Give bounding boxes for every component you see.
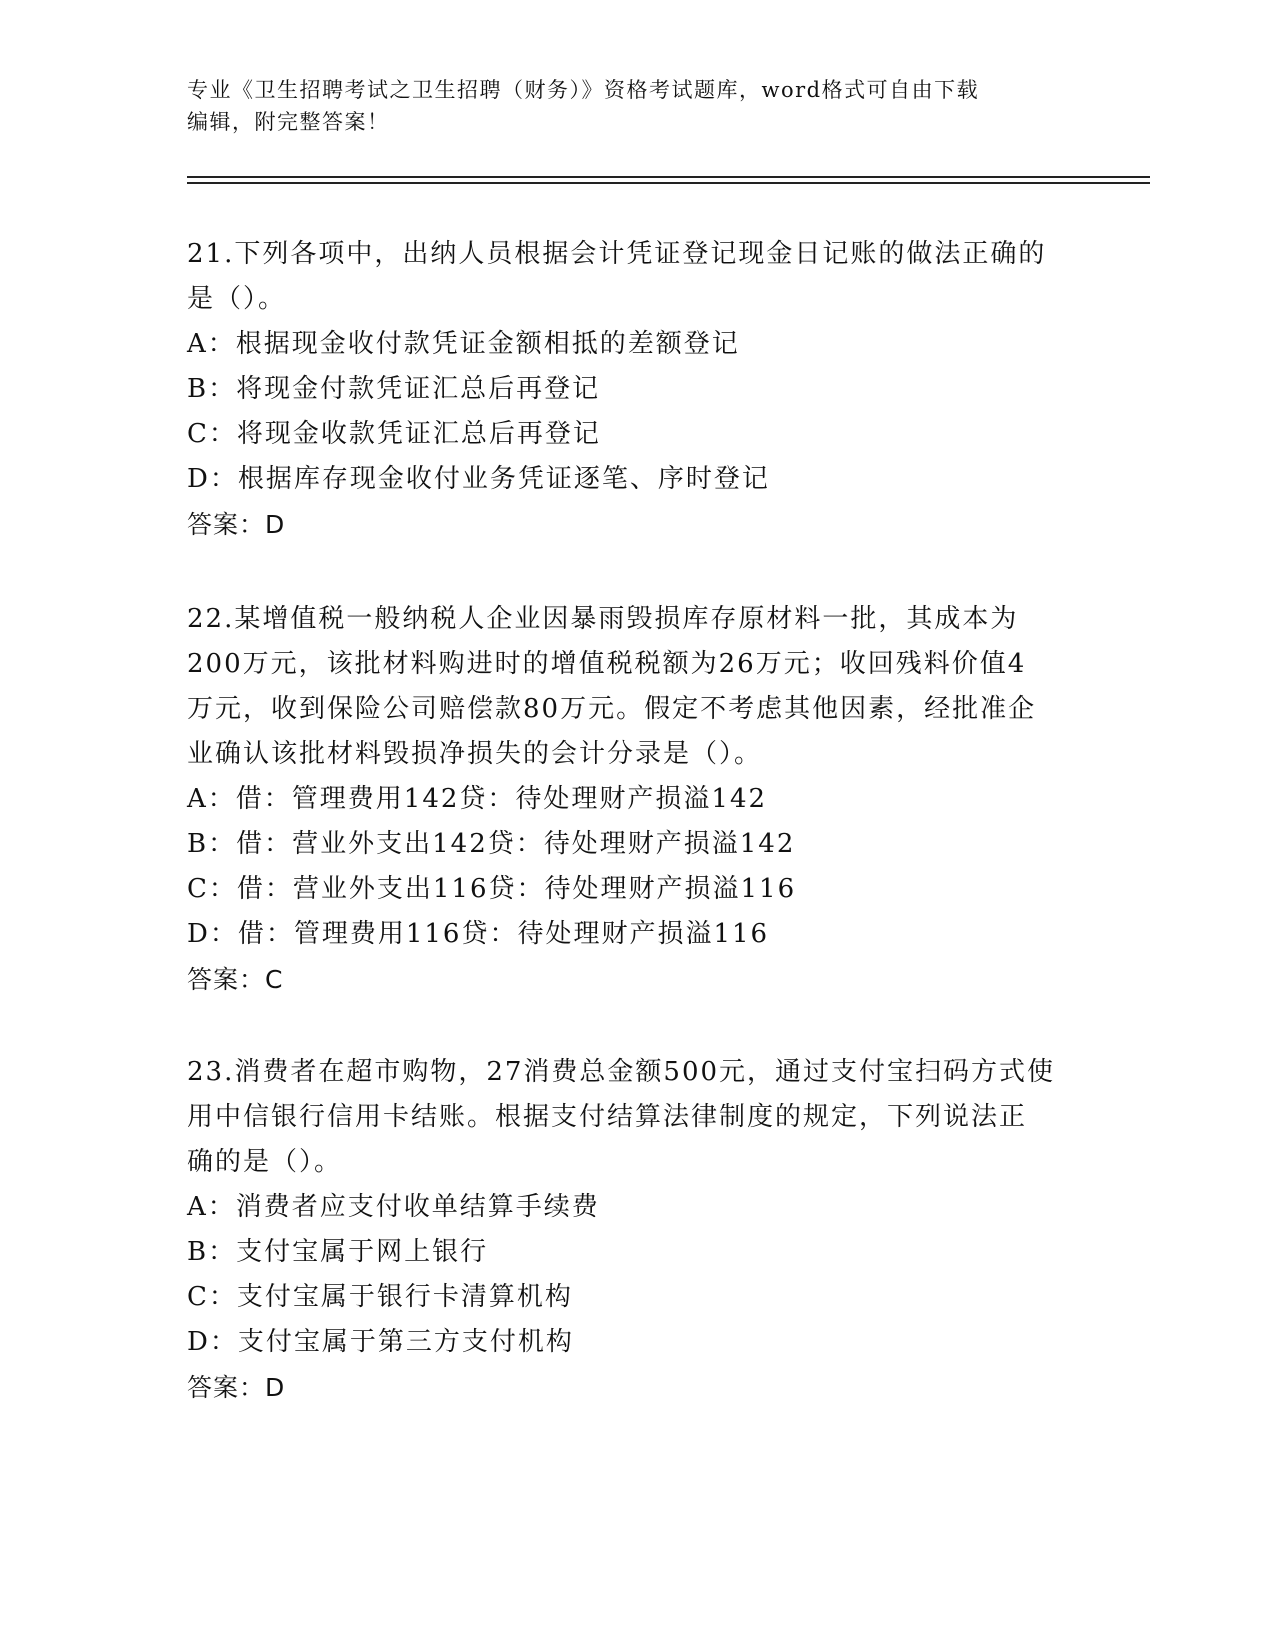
question-stem-line: 是（）。 (187, 284, 287, 314)
header-line-1: 专业《卫生招聘考试之卫生招聘（财务）》资格考试题库，word格式可自由下载 (187, 78, 980, 102)
header-divider-top (187, 176, 1150, 178)
document-header (187, 74, 1077, 138)
question-23 (187, 1050, 1087, 1410)
question-21 (187, 232, 1087, 547)
answer-line: 答案：D (187, 1373, 286, 1402)
option-b: B：支付宝属于网上银行 (187, 1237, 489, 1267)
question-22 (187, 597, 1087, 1002)
option-d: D：借：管理费用116贷：待处理财产损溢116 (187, 919, 770, 949)
option-c: C：借：营业外支出116贷：待处理财产损溢116 (187, 874, 797, 904)
question-stem-line: 万元，收到保险公司赔偿款80万元。假定不考虑其他因素，经批准企 (187, 694, 1037, 724)
option-a: A：消费者应支付收单结算手续费 (187, 1192, 600, 1222)
option-c: C：将现金收款凭证汇总后再登记 (187, 419, 601, 449)
question-stem-line: 23.消费者在超市购物，27消费总金额500元，通过支付宝扫码方式使 (187, 1057, 1056, 1087)
header-divider-bottom (187, 182, 1150, 184)
question-stem-line: 200万元，该批材料购进时的增值税税额为26万元；收回残料价值4 (187, 649, 1027, 679)
question-stem-line: 确的是（）。 (187, 1147, 343, 1177)
question-stem-line: 22.某增值税一般纳税人企业因暴雨毁损库存原材料一批，其成本为 (187, 604, 1019, 634)
option-a: A：根据现金收付款凭证金额相抵的差额登记 (187, 329, 740, 359)
answer-line: 答案：D (187, 510, 286, 539)
option-d: D：支付宝属于第三方支付机构 (187, 1327, 574, 1357)
answer-line: 答案：C (187, 965, 284, 994)
question-stem-line: 用中信银行信用卡结账。根据支付结算法律制度的规定，下列说法正 (187, 1102, 1028, 1132)
question-stem-line: 21.下列各项中，出纳人员根据会计凭证登记现金日记账的做法正确的 (187, 239, 1047, 269)
option-d: D：根据库存现金收付业务凭证逐笔、序时登记 (187, 464, 770, 494)
question-stem-line: 业确认该批材料毁损净损失的会计分录是（）。 (187, 739, 763, 769)
option-a: A：借：管理费用142贷：待处理财产损溢142 (187, 784, 768, 814)
header-line-2: 编辑，附完整答案！ (187, 110, 390, 134)
option-b: B：将现金付款凭证汇总后再登记 (187, 374, 601, 404)
option-c: C：支付宝属于银行卡清算机构 (187, 1282, 573, 1312)
option-b: B：借：营业外支出142贷：待处理财产损溢142 (187, 829, 796, 859)
